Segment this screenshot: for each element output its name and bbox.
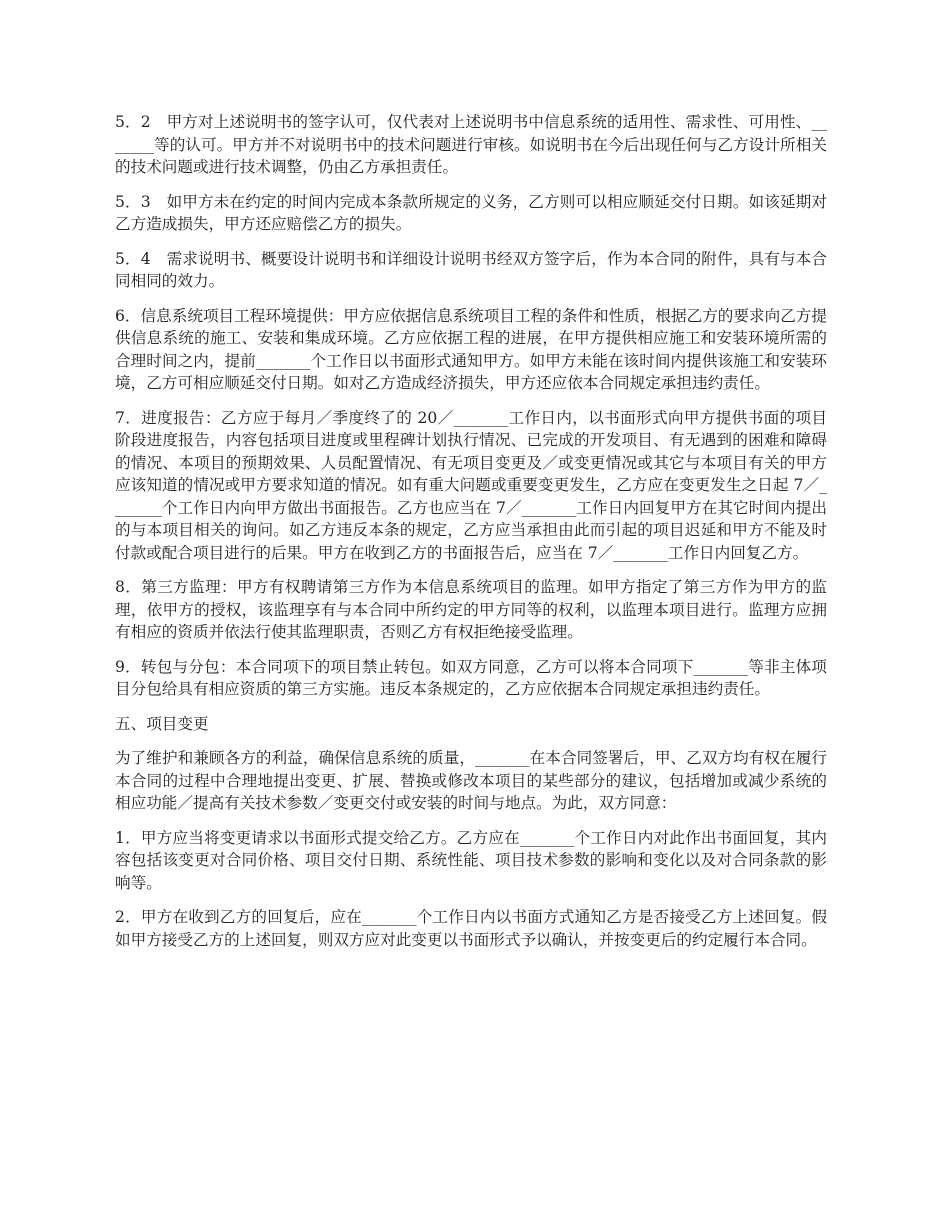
change-clause-2: 2．甲方在收到乙方的回复后，应在_______个工作日内以书面方式通知乙方是否接受乙方上述回复。假如甲方接受乙方的上述回复，则双方应对此变更以书面形式予以确认，并按变更后的约定履行本合同。 <box>115 908 827 949</box>
change-clause-1: 1．甲方应当将变更请求以书面形式提交给乙方。乙方应在_______个工作日内对此作出书面回复，其内容包括该变更对合同价格、项目交付日期、系统性能、项目技术参数的影响和变化以及对合同条款的影响等。 <box>115 828 827 892</box>
clause-9-subcontracting: 9．转包与分包：本合同项下的项目禁止转包。如双方同意，乙方可以将本合同项下_______等非主体项目分包给具有相应资质的第三方实施。违反本条规定的，乙方应依据本合同规定承担违约责任。 <box>115 657 827 698</box>
clause-6-environment: 6．信息系统项目工程环境提供：甲方应依据信息系统项目工程的条件和性质，根据乙方的要求向乙方提供信息系统的施工、安装和集成环境。乙方应依据工程的进展，在甲方提供相应施工和安装环境所需的合理时间之内，提前_______个工作日以书面形式通知甲方。如甲方未能在该时间内提供该施工和安装环境，乙方可相应顺延交付日期。如对乙方造成经济损失，甲方还应依本合同规定承担违约责任。 <box>115 306 827 392</box>
clause-5-3: 5．3 如甲方未在约定的时间内完成本条款所规定的义务，乙方则可以相应顺延交付日期。如该延期对乙方造成损失，甲方还应赔偿乙方的损失。 <box>115 192 827 233</box>
section-heading-project-change: 五、项目变更 <box>115 714 209 733</box>
document-body <box>115 111 827 963</box>
clause-7-progress-report: 7．进度报告：乙方应于每月／季度终了的 20／_______工作日内，以书面形式向甲方提供书面的项目阶段进度报告，内容包括项目进度或里程碑计划执行情况、已完成的开发项目、有无遇到的困难和障碍的情况、本项目的预期效果、人员配置情况、有无项目变更及／或变更情况或其它与本项目有关的甲方应该知道的情况或甲方要求知道的情况。如有重大问题或重要变更发生，乙方应在变更发生之日起 7／_______个工作日内向甲方做出书面报告。乙方也应当在 7／_______工作日内回复甲方在其它时间内提出的与本项目相关的询问。如乙方违反本条的规定，乙方应当承担由此而引起的项目迟延和甲方不能及时付款或配合项目进行的后果。甲方在收到乙方的书面报告后，应当在 7／_______工作日内回复乙方。 <box>115 408 827 562</box>
clause-5-4: 5．4 需求说明书、概要设计说明书和详细设计说明书经双方签字后，作为本合同的附件，具有与本合同相同的效力。 <box>115 249 827 290</box>
clause-8-third-party-supervision: 8．第三方监理：甲方有权聘请第三方作为本信息系统项目的监理。如甲方指定了第三方作为甲方的监理，依甲方的授权，该监理享有与本合同中所约定的甲方同等的权利，以监理本项目进行。监理方应拥有相应的资质并依法行使其监理职责，否则乙方有权拒绝接受监理。 <box>115 578 827 641</box>
change-intro-paragraph: 为了维护和兼顾各方的利益，确保信息系统的质量，_______在本合同签署后，甲、乙双方均有权在履行本合同的过程中合理地提出变更、扩展、替换或修改本项目的某些部分的建议，包括增加或减少系统的相应功能／提高有关技术参数／变更交付或安装的时间与地点。为此，双方同意： <box>115 749 827 812</box>
clause-5-2: 5．2 甲方对上述说明书的签字认可，仅代表对上述说明书中信息系统的适用性、需求性、可用性、_______等的认可。甲方并不对说明书中的技术问题进行审核。如说明书在今后出现任何与乙方设计所相关的技术问题或进行技术调整，仍由乙方承担责任。 <box>115 113 827 176</box>
